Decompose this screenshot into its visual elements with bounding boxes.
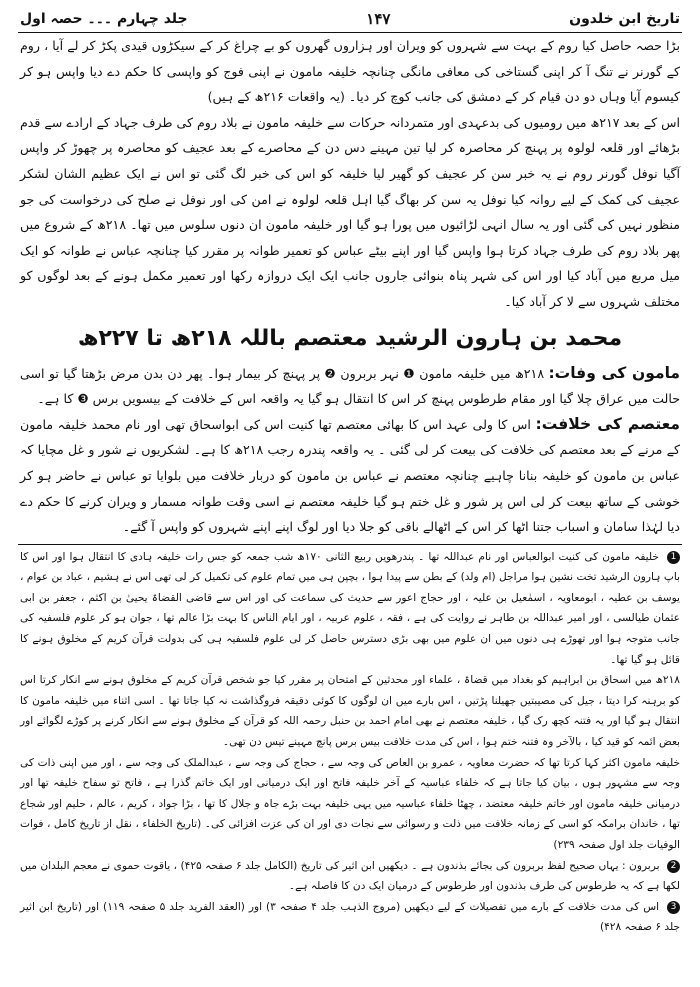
body-paragraph: بڑا حصہ حاصل کیا روم کے بہت سے شہروں کو ویران اور ہزاروں گھروں کو بے چراغ کر کے سیکڑوں قیدی پکڑ کر لے آیا ، روم کے گورنر نے تنگ آ کر اپنی گستاخی کی معافی مانگی چنانچہ خلیفہ مامون نے اپنی فوج کو واپسی کا حکم دے دیا واپس ہو کر کیسوم آیا وہاں دو دن قیام کر کے دمشق کی جانب کوچ کر دیا۔ (یہ واقعات ۲۱۶ھ کے ہیں) — [20, 38, 680, 105]
running-header — [18, 6, 682, 33]
footnote-text: خلیفہ مامون کی کنیت ابوالعباس اور نام عبداللہ تھا ۔ پندرھویں ربیع الثانی ۱۷۰ھ شب جمعہ کو جس رات خلیفہ ہادی کا انتقال ہوا اور اس کا باپ ہارون الرشید تخت نشین ہوا مراجل (ام ولد) کے بطن سے پیدا ہوا ، بچپن ہی میں تمام علوم کی تکمیل کر لی تھی اس نے ہشیم ، عباد بن عوام ، یوسف بن عطیہ ، ابومعاویہ ، اسمٰعیل بن علیہ ، اور حجاج اعور سے حدیث کی سماعت کی اور اس سے قاضی القضاۃ یحییٰ بن اکثم ، جعفر بن ابی عثمان طیالسی ، اور امیر عبداللہ بن طاہر نے روایت کی ہے ، فقہ ، علوم عربیہ ، اور ایام الناس کا بہت بڑا عالم تھا ، جوان ہو کر علوم فلسفیہ کی جانب متوجہ ہوا اور تھوڑے ہی دنوں میں ان علوم میں بھی بڑی دسترس حاصل کر لی علوم فلسفیہ ہی کی بدولت قرآن کریم کے مخلوق ہونے کا قائل ہو گیا تھا۔ — [20, 550, 680, 666]
footnote-number: 3 — [667, 901, 680, 914]
book-title: تاریخ ابن خلدون — [569, 11, 680, 27]
footnote-2 — [18, 856, 682, 897]
section-mutasim-caliphate — [18, 412, 682, 540]
footnote-text: خلیفہ مامون اکثر کہا کرتا تھا کہ حضرت معاویہ ، عمرو بن العاص کی وجہ سے ، حجاج کی وجہ سے ، عبدالملک کی وجہ سے ، اور میں اپنی ذات کی وجہ سے مشہور ہوں ، بیان کیا جاتا ہے کہ خلفاء عباسیہ کے آخر خلیفہ فاتح اور ایک درمیانی اور ایک خاتم گذرا ہے ، فاتح تو سفاح خلیفہ تھا اور درمیانی خلیفہ مامون اور خاتم خلیفہ معتضد ، چھٹا خلفاء عباسیہ میں یہی خلیفہ بہت بڑے جاہ و جلال کا تھا ، بڑا جواد ، کریم ، عالم ، حلیم اور شجاع تھا ، خاندان برامکہ کو اسی کے زمانہ خلافت میں ذلت و رسوائی سے نجات دی اور ان کی عزت افزائی کی۔ (تاریخ الخلفاء ، نقل از تاریخ کامل ، فوات الوفیات جلد اول صفحہ ۲۳۹) — [20, 756, 680, 851]
section-text: اس کا ولی عہد اس کا بھائی معتصم تھا کنیت اس کی ابواسحاق تھی اور نام محمد خلیفہ مامون کے مرنے کے بعد معتصم کی خلافت کی بیعت کر لی گئی ۔ یہ واقعہ پندرہ رجب ۲۱۸ھ کا ہے۔ لشکریوں نے شور و غل مچایا کہ عباس بن مامون کو خلیفہ بنانا چاہیے چنانچہ معتصم نے عباس بن مامون کو دربار خلافت میں بلوایا تو عباس نے حاضر ہو کر خوشی کے ساتھ بیعت کر لی اس پر شور و غل ختم ہو گیا خلیفہ معتصم نے اسی وقت طوانہ مسمار و ویران کرنے کا حکم دے دیا لہٰذا سامان و اسباب جتنا اٹھا کر اس کے اٹھالے باقی کو جلا دیا اور لوگ اپنے اپنے شہروں کو واپس آ گئے۔ — [20, 416, 680, 535]
footnote-1 — [18, 547, 682, 671]
footnote-text: ۲۱۸ھ میں اسحاق بن ابراہیم کو بغداد میں قضاۃ ، علماء اور محدثین کے امتحان پر مقرر کیا جو شخص قرآن کریم کے مخلوق ہونے سے انکار کرتا اس کو برہنہ کرا دیتا ، جیل کی مصیبتیں جھیلنا پڑتیں ، اس بارے میں ان لوگوں کا کوئی دقیقہ فروگذاشت نہ کیا جاتا تھا ۔ اسی اثناء میں خلیفہ مامون کا انتقال ہو گیا اور یہ فتنہ کچھ رک گیا ، خلیفہ معتصم نے بھی امام احمد بن حنبل رحمہ اللہ کو قرآن کے مخلوق ہونے سے انکار کرنے پر کوڑے لگوائے اور بعض ائمہ کو قید کیا ، بالآخر وہ فتنہ ختم ہوا ، اس کی مدت خلافت بیس برس پانچ مہینے تیس دن تھی۔ — [20, 674, 680, 749]
footnote-number: 1 — [667, 551, 680, 564]
footnote-number: 2 — [667, 860, 680, 873]
section-mamun-death — [18, 361, 682, 412]
body-paragraph: اس کے بعد ۲۱۷ھ میں رومیوں کی بدعہدی اور متمردانہ حرکات سے خلیفہ مامون نے بلاد روم کی طرف جہاد کے ارادے سے قدم بڑھائے اور قلعہ لولوہ پر پہنچ کر محاصرہ کر لیا تین مہینے دس دن کے محاصرے کے بعد عجیف کو محاصرہ پر چھوڑ کر واپس آگیا نوفل گورنر روم نے یہ خبر سن کر عجیف کو گھیر لیا خلیفہ کو اس کی خبر لگ گئی تو اس نے ایک عظیم الشان لشکر عجیف کی کمک کے لیے روانہ کیا نوفل یہ سن کر بھاگ گیا اہل قلعہ لولوہ نے امن کی اور نوفل نے صلح کی درخواست کی جو منظور نہیں کی گئی اور یہ سال انہی لڑائیوں میں پورا ہو گیا اور خلیفہ مامون ان دنوں سلوس میں تھا۔ ۲۱۸ھ کے شروع میں پھر بلاد روم کی طرف جہاد کرتا ہوا واپس گیا اور اپنے بیٹے عباس کو تعمیر طوانہ پر مقرر کیا چنانچہ عباس نے طوانہ کو ایک میل مربع میں آباد کیا اور اس کی شہر پناہ بنوائی جاروں جانب ایک ایک دروازہ رکھا اور تعمیر مکمل ہونے کے بعد لوگوں کو مختلف شہروں سے لا کر آباد کیا۔ — [20, 114, 681, 309]
page-number: ۱۴۷ — [366, 10, 391, 28]
footnote-text: بربرون : یہاں صحیح لفظ بربرون کی بجائے بذندون ہے ۔ دیکھیں ابن اثیر کی تاریخ (الکامل جلد ۶ صفحہ ۴۲۵) ، یاقوت حموی نے معجم البلدان میں لکھا ہے کہ یہ طرطوس کی طرف بذندون اور طرطوس کے درمیان ایک دن کا فاصلہ ہے۔ — [20, 859, 680, 893]
section-heading: معتصم کی خلافت: — [535, 414, 680, 433]
footnote-1-continued — [18, 670, 682, 752]
chapter-title: محمد بن ہارون الرشید معتصم باللہ ۲۱۸ھ تا ۲۲۷ھ — [77, 325, 623, 351]
section-heading: مامون کی وفات: — [548, 363, 680, 382]
section-text: ۲۱۸ھ میں خلیفہ مامون ❶ نہر بربرون ❷ پر پہنچ کر بیمار ہوا۔ پھر دن بدن مرض بڑھتا گیا تو اسی حالت میں عراق چلا گیا اور مقام طرطوس پہنچ کر اس کا انتقال ہو گیا یہ واقعہ اس کے خلافت کے بیسویں برس ❸ کا ہے۔ — [20, 365, 680, 407]
footnote-divider — [18, 544, 682, 545]
footnote-3 — [18, 897, 682, 938]
footnotes — [18, 547, 682, 938]
footnote-1-continued — [18, 753, 682, 856]
footnote-text: اس کی مدت خلافت کے بارے میں تفصیلات کے لیے دیکھیں (مروج الذہب جلد ۴ صفحہ ۳) اور (العقد الفرید جلد ۵ صفحہ ۱۱۹) اور (تاریخ ابن اثیر جلد ۶ صفحہ ۴۲۸) — [20, 900, 680, 934]
volume-label: جلد چہارم ۔۔۔ حصہ اول — [20, 11, 188, 27]
